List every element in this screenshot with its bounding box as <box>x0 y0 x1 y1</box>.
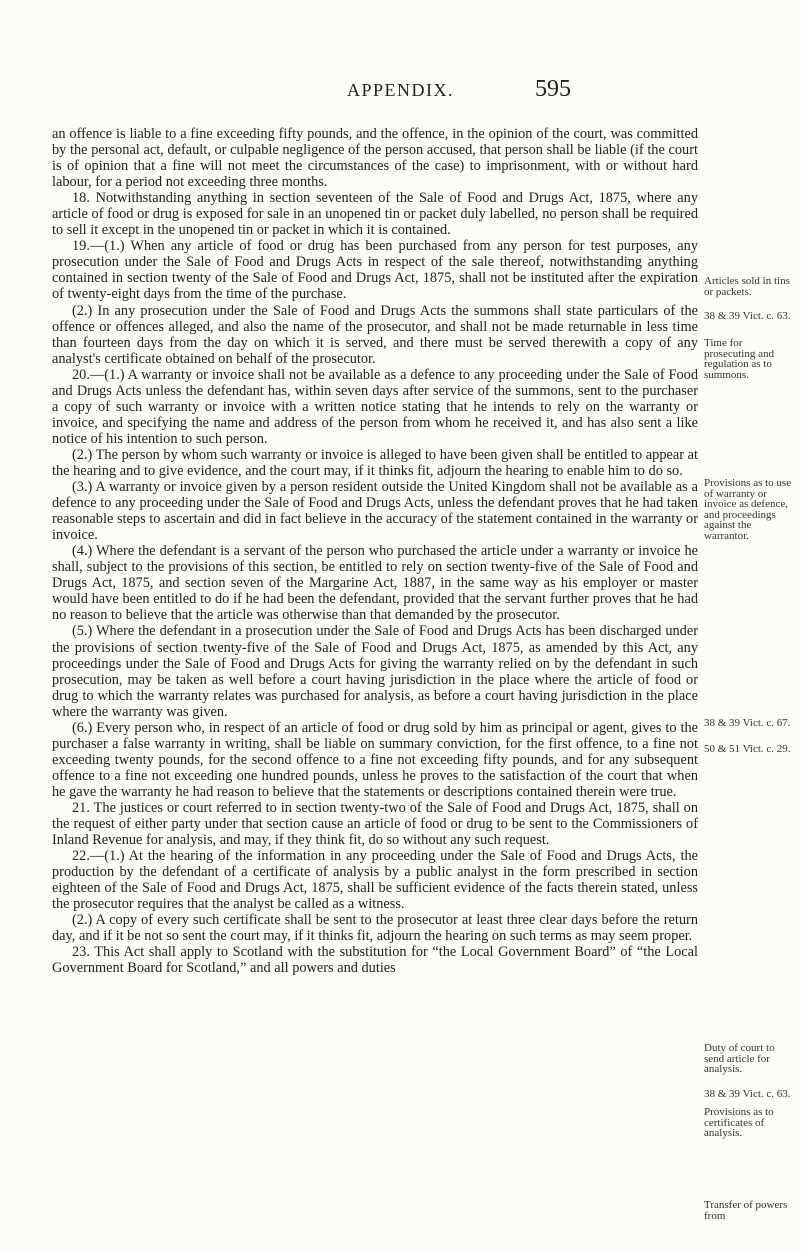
paragraph-section-19-1: 19.—(1.) When any article of food or drug has been purchased from any person for test purposes, any prosecution under the Sale of Food and Drugs Acts in respect of the sale thereof, notwithstanding anything contained in section twenty of the Sale of Food and Drugs Act, 1875, shall not be instituted after the expiration of twenty-eight days from the time of the purchase. <box>52 238 698 303</box>
paragraph-section-22-1: 22.—(1.) At the hearing of the information in any proceeding under the Sale of Food and Drugs Acts, the production by the defendant of a certificate of analysis by a public analyst in the form prescribed in section eighteen of the Sale of Food and Drugs Act, 1875, shall be sufficient evidence of the facts therein stated, unless the prosecutor requires that the analyst be called as a witness. <box>52 848 698 913</box>
paragraph-section-18: 18. Notwithstanding anything in section seventeen of the Sale of Food and Drugs Act, 1875, where any article of food or drug is exposed for sale in an unopened tin or packet duly labelled, no person shall be required to sell it except in the unopened tin or packet in which it is contained. <box>52 190 698 239</box>
margin-note-citation: 38 & 39 Vict. c. 67. <box>704 717 791 729</box>
paragraph-section-20-4: (4.) Where the defendant is a servant of the person who purchased the article under a warranty or invoice he shall, subject to the provisions of this section, be entitled to rely on section twenty-five of the Sale of Food and Drugs Act, 1875, and section seven of the Margarine Act, 1887, in the same way as his employer or master would have been entitled to do if he had been the defendant, provided that the servant further proves that he had no reason to believe that the article was otherwise than that demanded by the prosecutor. <box>52 543 698 624</box>
margin-note-duty-of-court: Duty of court to send article for analysis. <box>704 1042 775 1075</box>
paragraph-section-23: 23. This Act shall apply to Scotland with the substitution for “the Local Government Board” of “the Local Government Board for Scotland,” and all powers and duties <box>52 944 698 977</box>
body-text <box>52 126 698 976</box>
paragraph-section-20-2: (2.) The person by whom such warranty or invoice is alleged to have been given shall be entitled to appear at the hearing and to give evidence, and the court may, if it thinks fit, adjourn the hearing to enable him to do so. <box>52 446 698 479</box>
paragraph-section-20-6: (6.) Every person who, in respect of an article of food or drug sold by him as principal or agent, gives to the purchaser a false warranty in writing, shall be liable on summary conviction, for the first offence, to a fine not exceeding twenty pounds, for the second offence to a fine not exceeding fifty pounds, and for any subsequent offence to a fine not exceeding one hundred pounds, unless he proves to the satisfaction of the court that when he gave the warranty he had reason to believe that the statements or descriptions contained therein were true. <box>52 719 698 800</box>
paragraph: an offence is liable to a fine exceeding fifty pounds, and the offence, in the opinion of the court, was committed by the personal act, default, or culpable negligence of the person accused, that person shall be liable (if the court is of opinion that a fine will not meet the circumstances of the case) to imprisonment, with or without hard labour, for a period not exceeding three months. <box>52 126 698 191</box>
paragraph-section-20-5: (5.) Where the defendant in a prosecution under the Sale of Food and Drugs Acts has been discharged under the provisions of section twenty-five of the Sale of Food and Drugs Act, 1875, as amended by this Act, any proceedings under the Sale of Food and Drugs Acts for giving the warranty relied on by the defendant in such prosecution, may be taken as well before a court having jurisdiction in the place where the article of food or drug to which the warranty relates was purchased for analysis, as before a court having jurisdiction in the place where the warranty was given. <box>52 623 698 720</box>
paragraph-section-19-2: (2.) In any prosecution under the Sale of Food and Drugs Acts the summons shall state particulars of the offence or offences alleged, and also the name of the prosecutor, and shall not be made returnable in less time than fourteen days from the day on which it is served, and there must be served therewith a copy of any analyst's certificate obtained on behalf of the prosecutor. <box>52 302 698 367</box>
page-header <box>0 76 801 106</box>
page-number: 595 <box>535 76 571 102</box>
margin-note-time-for-prosecuting: Time for prosecuting and regulation as to summons. <box>704 337 774 381</box>
margin-note-articles-sold: Articles sold in tins or packets. <box>704 275 790 298</box>
margin-note-transfer: Transfer of powers from <box>704 1199 788 1222</box>
paragraph-section-21: 21. The justices or court referred to in section twenty-two of the Sale of Food and Drugs Act, 1875, shall on the request of either party under that section cause an article of food or drug to be sent to the Commissioners of Inland Revenue for analysis, and may, if they think fit, do so without any such request. <box>52 799 698 849</box>
margin-note-citation: 50 & 51 Vict. c. 29. <box>704 743 791 755</box>
margin-note-citation: 38 & 39 Vict. c. 63. <box>704 310 791 322</box>
paragraph-section-22-2: (2.) A copy of every such certificate shall be sent to the prosecutor at least three clear days before the return day, and if it be not so sent the court may, if it thinks fit, adjourn the hearing on such terms as may seem proper. <box>52 912 698 945</box>
paragraph-section-20-3: (3.) A warranty or invoice given by a person resident outside the United Kingdom shall not be available as a defence to any proceeding under the Sale of Food and Drugs Acts, unless the defendant proves that he had taken reasonable steps to ascertain and did in fact believe in the accuracy of the statement contained in the warranty or invoice. <box>52 479 698 544</box>
margin-note-warranty-defence: Provisions as to use of warranty or invoice as defence, and proceedings against the warrantor. <box>704 477 792 542</box>
paragraph-section-20-1: 20.—(1.) A warranty or invoice shall not be available as a defence to any proceeding under the Sale of Food and Drugs Acts unless the defendant has, within seven days after service of the summons, sent to the purchaser a copy of such warranty or invoice with a written notice stating that he intends to rely on the warranty or invoice, and specifying the name and address of the person from whom he received it, and has also sent a like notice of his intention to such person. <box>52 366 698 447</box>
margin-note-certificates: Provisions as to certificates of analysis. <box>704 1106 774 1139</box>
running-head: APPENDIX. <box>346 80 454 100</box>
margin-note-citation: 38 & 39 Vict. c. 63. <box>704 1088 791 1100</box>
